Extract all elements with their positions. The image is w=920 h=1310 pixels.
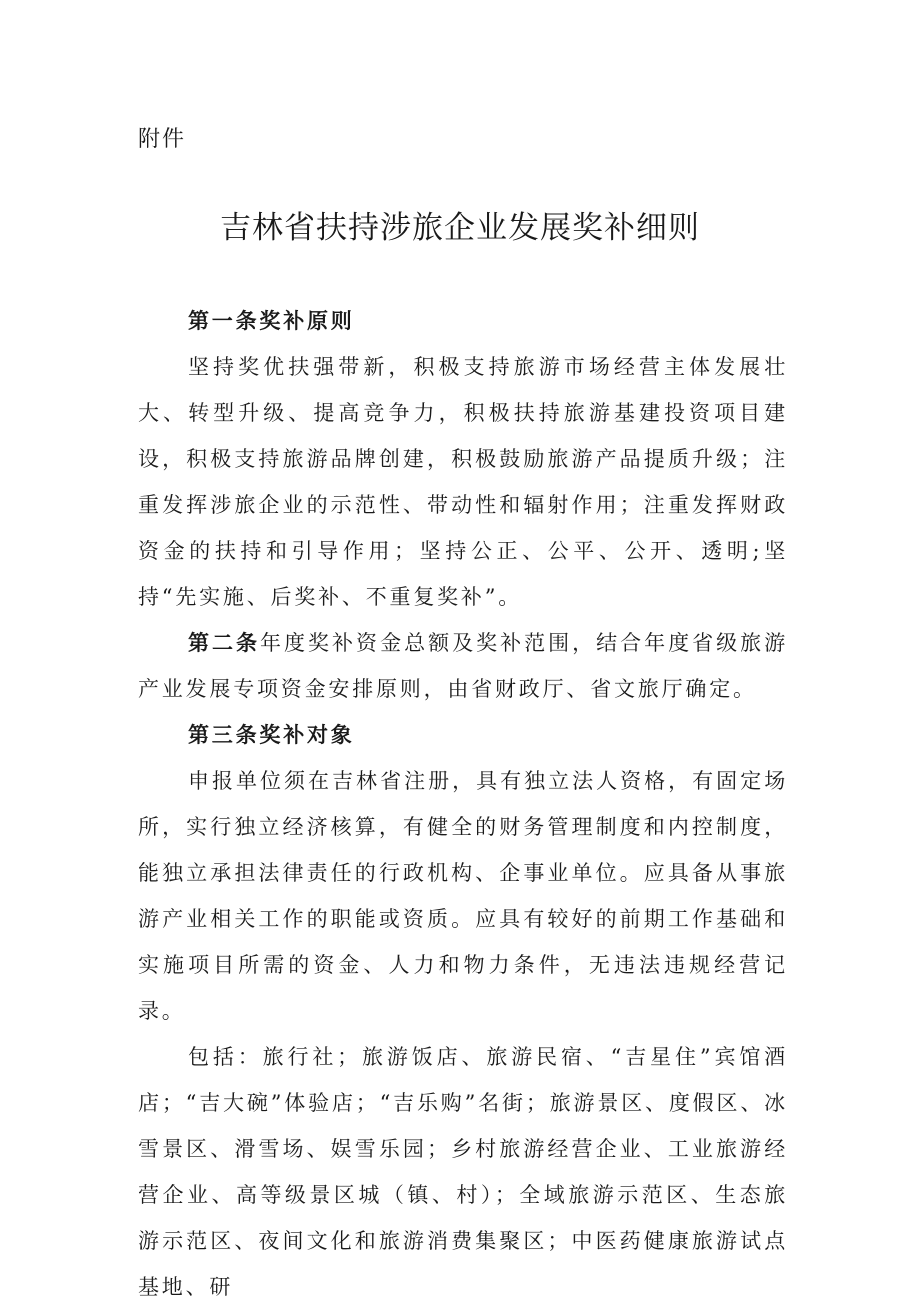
article-2-body: 年度奖补资金总额及奖补范围，结合年度省级旅游产业发展专项资金安排原则，由省财政厅、省文旅厅确定。: [138, 631, 788, 701]
article-1-heading: 第一条奖补原则: [188, 309, 355, 333]
article-3-heading: 第三条奖补对象: [188, 723, 355, 747]
article-3-body: 申报单位须在吉林省注册，具有独立法人资格，有固定场所，实行独立经济核算，有健全的财务管理制度和内控制度，能独立承担法律责任的行政机构、企事业单位。应具备从事旅游产业相关工作的职能或资质。应具有较好的前期工作基础和实施项目所需的资金、人力和物力条件，无违法违规经营记录。: [138, 769, 788, 1023]
attachment-label: 附件: [138, 127, 187, 152]
article-3-includes: 包括：旅行社；旅游饭店、旅游民宿、“吉星住”宾馆酒店；“吉大碗”体验店；“吉乐购”名街；旅游景区、度假区、冰雪景区、滑雪场、娱雪乐园；乡村旅游经营企业、工业旅游经营企业、高等级景区城（镇、村）；全域旅游示范区、生态旅游示范区、夜间文化和旅游消费集聚区；中医药健康旅游试点基地、研: [138, 1045, 788, 1299]
document-title: 吉林省扶持涉旅企业发展奖补细则: [220, 210, 700, 246]
article-2-heading: 第二条: [188, 631, 261, 655]
article-2-paragraph: [138, 620, 788, 712]
article-1-body: 坚持奖优扶强带新，积极支持旅游市场经营主体发展壮大、转型升级、提高竞争力，积极扶持旅游基建投资项目建设，积极支持旅游品牌创建，积极鼓励旅游产品提质升级；注重发挥涉旅企业的示范性、带动性和辐射作用；注重发挥财政资金的扶持和引导作用；坚持公正、公平、公开、透明;坚持“先实施、后奖补、不重复奖补”。: [138, 355, 788, 609]
document-body: [138, 298, 788, 1310]
